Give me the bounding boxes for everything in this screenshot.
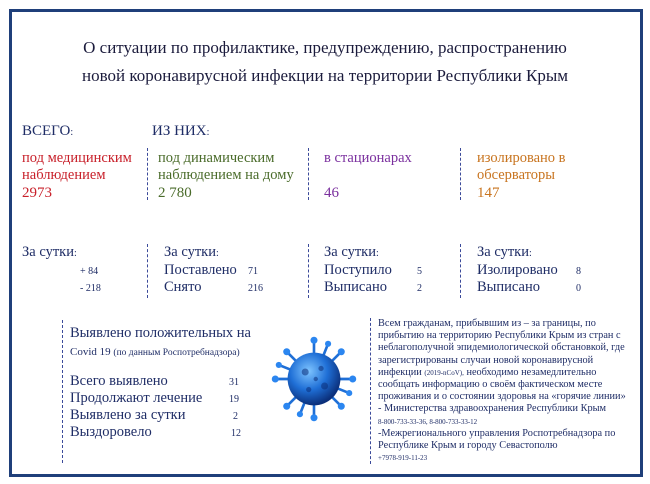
positive-subheading: Covid 19 (по данным Роспотребнадзора): [70, 346, 240, 358]
divider: [460, 148, 461, 200]
daily-observatory-title: За сутки:: [477, 244, 532, 260]
hospital-value: 46: [324, 185, 339, 201]
hotline-notice: Всем гражданам, прибывшим из – за границы, по прибытию на территорию Республики Крым из стран с неблагополучной эпидемиологической обстановкой, где зарегистрированы случаи новой коронавирусной инфекции (2019-nCoV), необходимо незамедлительно сообщать информацию о своём фактическом месте проживания и о состоянии здоровья на «горячие линии» - Министерства здравоохранения Республики Крым 8-800-733-33-36, 8-800-733-33-12 -Межрегионального управления Роспотребнадзора по Республике Крым и городу Севастополю +7978-919-11-23: [378, 318, 626, 463]
daily-hospital-title: За сутки:: [324, 244, 379, 260]
of-them-header: ИЗ НИХ:: [152, 123, 210, 139]
positive-row-value: 19: [229, 394, 239, 405]
total-header: ВСЕГО:: [22, 123, 74, 139]
daily-observatory-row2-value: 0: [576, 283, 581, 294]
daily-total-minus: - 218: [80, 283, 101, 294]
daily-hospital-row2-label: Выписано: [324, 279, 387, 295]
positive-row-label: Всего выявлено: [70, 373, 168, 389]
positive-heading: Выявлено положительных на: [70, 325, 251, 341]
page-title-line-1: О ситуации по профилактике, предупреждению, распространению: [83, 38, 567, 57]
page-title-line-2: новой коронавирусной инфекции на территории Республики Крым: [81, 66, 568, 85]
divider: [460, 244, 461, 298]
daily-observatory-row1-value: 8: [576, 266, 581, 277]
observatory-value: 147: [477, 185, 500, 201]
daily-home-row1-value: 71: [248, 266, 258, 277]
positive-box-divider: [62, 320, 63, 463]
home-observation-value: 2 780: [158, 185, 192, 201]
divider: [308, 244, 309, 298]
notice-divider: [370, 318, 371, 464]
daily-hospital-row1-value: 5: [417, 266, 422, 277]
positive-row-label: Выздоровело: [70, 424, 152, 440]
positive-row-value: 31: [229, 377, 239, 388]
hospital-label: в стационарах: [324, 150, 412, 166]
daily-total-plus: + 84: [80, 266, 99, 277]
positive-row-value: 12: [231, 428, 241, 439]
daily-home-row1-label: Поставлено: [164, 262, 237, 278]
divider: [147, 148, 148, 200]
daily-hospital-row2-value: 2: [417, 283, 422, 294]
medical-observation-label: под медицинским наблюдением: [22, 150, 132, 183]
daily-home-title: За сутки:: [164, 244, 219, 260]
home-observation-label: под динамическим наблюдением на дому: [158, 150, 294, 183]
positive-row-label: Продолжают лечение: [70, 390, 203, 406]
virus-icon: [270, 335, 358, 423]
observatory-label: изолировано в обсерваторы: [477, 150, 566, 183]
daily-home-row2-label: Снято: [164, 279, 202, 295]
daily-observatory-row1-label: Изолировано: [477, 262, 558, 278]
daily-home-row2-value: 216: [248, 283, 263, 294]
divider: [147, 244, 148, 298]
positive-row-value: 2: [233, 411, 238, 422]
daily-total-title: За сутки:: [22, 244, 77, 260]
positive-row-label: Выявлено за сутки: [70, 407, 186, 423]
daily-hospital-row1-label: Поступило: [324, 262, 392, 278]
medical-observation-value: 2973: [22, 185, 52, 201]
daily-observatory-row2-label: Выписано: [477, 279, 540, 295]
divider: [308, 148, 309, 200]
